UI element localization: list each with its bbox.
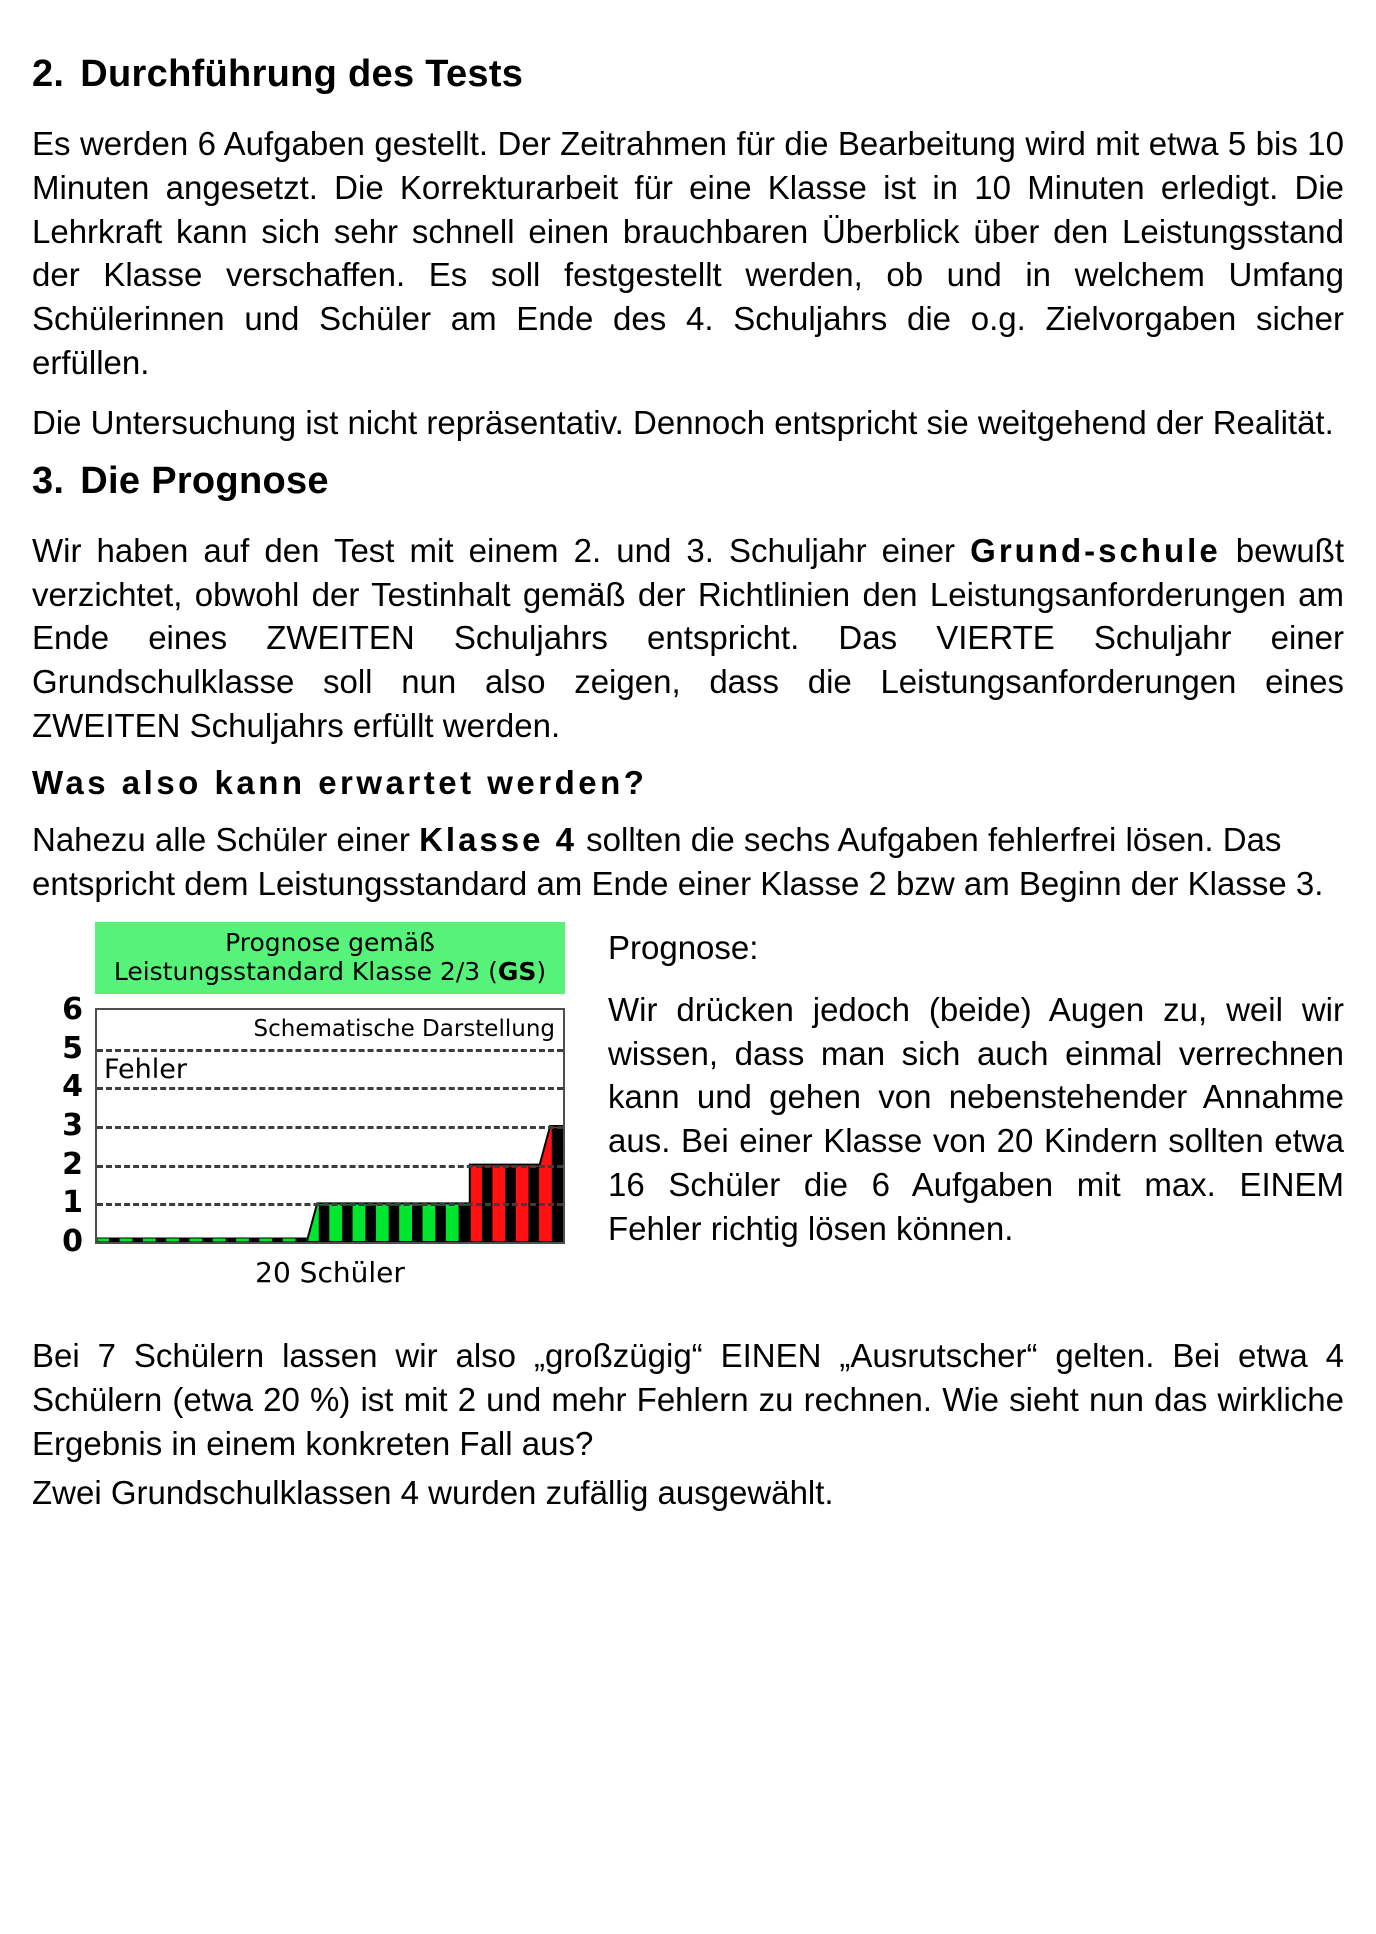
chart-y-tick-5: 5 bbox=[62, 1030, 83, 1066]
chart-bar-stripe bbox=[459, 1205, 469, 1242]
chart-gridline-5 bbox=[97, 1049, 563, 1052]
chart-title-gs-abbr: GS bbox=[497, 957, 537, 987]
section-3-paragraph-2-part-2: sollten die sechs Aufgaben fehlerfrei lösen. Das entspricht dem Leistungsstandard am Ende einer Klasse 2 bzw am Beginn der Klasse 3. bbox=[32, 821, 1324, 902]
bottom-paragraph-1: Bei 7 Schülern lassen wir also „großzügig“ EINEN „Ausrutscher“ gelten. Bei etwa 4 Schülern (etwa 20 %) ist mit 2 und mehr Fehlern zu rechnen. Wie sieht nun das wirkliche Ergebnis in einem konkreten Fall aus? bbox=[32, 1336, 1344, 1462]
chart-zero-baseline-stripe bbox=[249, 1238, 259, 1242]
side-text-body: Wir drücken jedoch (beide) Augen zu, weil wir wissen, dass man sich auch einmal verrechnen kann und gehen von nebenstehender Annahme aus. Bei einer Klasse von 20 Kindern sollten etwa 16 Schüler die 6 Aufgaben mit max. EINEM Fehler richtig lösen können. bbox=[608, 990, 1344, 1248]
section-3-paragraph-2 bbox=[32, 818, 1344, 906]
chart-zero-baseline-stripe bbox=[202, 1238, 212, 1242]
chart-x-axis bbox=[95, 1252, 565, 1300]
chart-zero-baseline-stripe bbox=[226, 1238, 236, 1242]
bottom-text-block bbox=[32, 1334, 1344, 1516]
chart-title-banner bbox=[95, 922, 565, 994]
section-3-title: Die Prognose bbox=[80, 459, 329, 502]
chart-x-axis-label: 20 Schüler bbox=[243, 1256, 417, 1289]
section-3-paragraph-2-part-1: Nahezu alle Schüler einer bbox=[32, 821, 420, 859]
chart-gridline-1 bbox=[97, 1203, 563, 1206]
chart-y-axis-label: Fehler bbox=[104, 1053, 187, 1085]
chart-gridline-4 bbox=[97, 1087, 563, 1090]
chart-bar-stripe bbox=[365, 1205, 375, 1242]
chart-y-tick-1: 1 bbox=[62, 1185, 83, 1221]
chart-gridline-2 bbox=[97, 1165, 563, 1168]
section-3-paragraph-1-part-2: bewußt verzichtet, obwohl der Testinhalt gemäß der Richtlinien den Leistungsanforderungen am Ende eines ZWEITEN Schuljahrs entspricht. Das VIERTE Schuljahr einer Grundschulklasse soll nun also zeigen, dass die Leistungsanforderungen eines ZWEITEN Schuljahrs erfüllt werden. bbox=[32, 531, 1344, 745]
chart-zero-baseline-stripe bbox=[179, 1238, 189, 1242]
chart-zero-baseline-stripe bbox=[132, 1238, 142, 1242]
chart-x-axis-label-wrap bbox=[95, 1256, 565, 1289]
chart-bar-stripe bbox=[435, 1205, 445, 1242]
section-2-number: 2. bbox=[32, 53, 65, 95]
chart-y-tick-0: 0 bbox=[62, 1223, 83, 1259]
chart-title-line-2-post: ) bbox=[536, 957, 547, 987]
figure-and-side-text-row bbox=[32, 922, 1344, 1304]
chart-plot-frame bbox=[95, 1008, 565, 1244]
chart-plot-area bbox=[95, 1008, 565, 1244]
chart-gridline-3 bbox=[97, 1126, 563, 1129]
figure-column bbox=[32, 922, 592, 1304]
section-3-paragraph-1-part-1: Wir haben auf den Test mit einem 2. und 3. Schuljahr einer bbox=[32, 531, 971, 569]
section-2-paragraph-2: Die Untersuchung ist nicht repräsentativ. Dennoch entspricht sie weitgehend der Realität. bbox=[32, 404, 1334, 442]
side-text-column bbox=[592, 922, 1344, 1265]
section-3-paragraph-1 bbox=[32, 529, 1344, 748]
chart-bar-stripe bbox=[552, 1128, 562, 1242]
chart-title-line-2 bbox=[99, 957, 561, 987]
section-2-paragraph-1: Es werden 6 Aufgaben gestellt. Der Zeitrahmen für die Bearbeitung wird mit etwa 5 bis 10 Minuten angesetzt. Die Korrekturarbeit für eine Klasse ist in 10 Minuten erledigt. Die Lehrkraft kann sich sehr schnell einen brauchbaren Überblick über den Leistungsstand der Klasse verschaffen. Es soll festgestellt werden, ob und in welchem Umfang Schülerinnen und Schüler am Ende des 4. Schuljahrs die o.g. Zielvorgaben sicher erfüllen. bbox=[32, 124, 1344, 382]
side-text-heading: Prognose: bbox=[608, 928, 759, 966]
chart-bar-stripe bbox=[412, 1205, 422, 1242]
chart-y-axis bbox=[32, 991, 95, 1259]
section-2-title: Durchführung des Tests bbox=[80, 53, 524, 95]
chart-y-tick-3: 3 bbox=[62, 1107, 83, 1143]
chart-zero-baseline-stripe bbox=[156, 1238, 166, 1242]
bottom-paragraph-2: Zwei Grundschulklassen 4 wurden zufällig ausgewählt. bbox=[32, 1474, 834, 1512]
chart-annotation-schematische-darstellung: Schematische Darstellung bbox=[253, 1015, 555, 1042]
chart-y-tick-4: 4 bbox=[62, 1069, 83, 1105]
chart-y-tick-2: 2 bbox=[62, 1146, 83, 1182]
chart-title-line-2-pre: Leistungsstandard Klasse 2/3 ( bbox=[113, 957, 498, 987]
chart-zero-baseline-stripe bbox=[272, 1238, 282, 1242]
chart-bar-stripe bbox=[342, 1205, 352, 1242]
chart-zero-baseline-stripe bbox=[296, 1238, 306, 1242]
section-3-emphasis-klasse-4: Klasse 4 bbox=[419, 821, 577, 859]
section-3-number: 3. bbox=[32, 459, 65, 502]
section-3-heading bbox=[32, 461, 1344, 503]
section-2-heading bbox=[32, 54, 1344, 96]
chart-bar-stripe bbox=[319, 1205, 329, 1242]
chart-zero-baseline-stripe bbox=[109, 1238, 119, 1242]
prognose-chart bbox=[32, 922, 592, 1304]
question-heading: Was also kann erwartet werden? bbox=[32, 764, 648, 802]
section-3-emphasis-grundschule: Grund-schule bbox=[970, 531, 1221, 569]
chart-title-line-1: Prognose gemäß bbox=[225, 927, 435, 957]
chart-bar-stripe bbox=[389, 1205, 399, 1242]
chart-y-tick-6: 6 bbox=[62, 991, 83, 1027]
